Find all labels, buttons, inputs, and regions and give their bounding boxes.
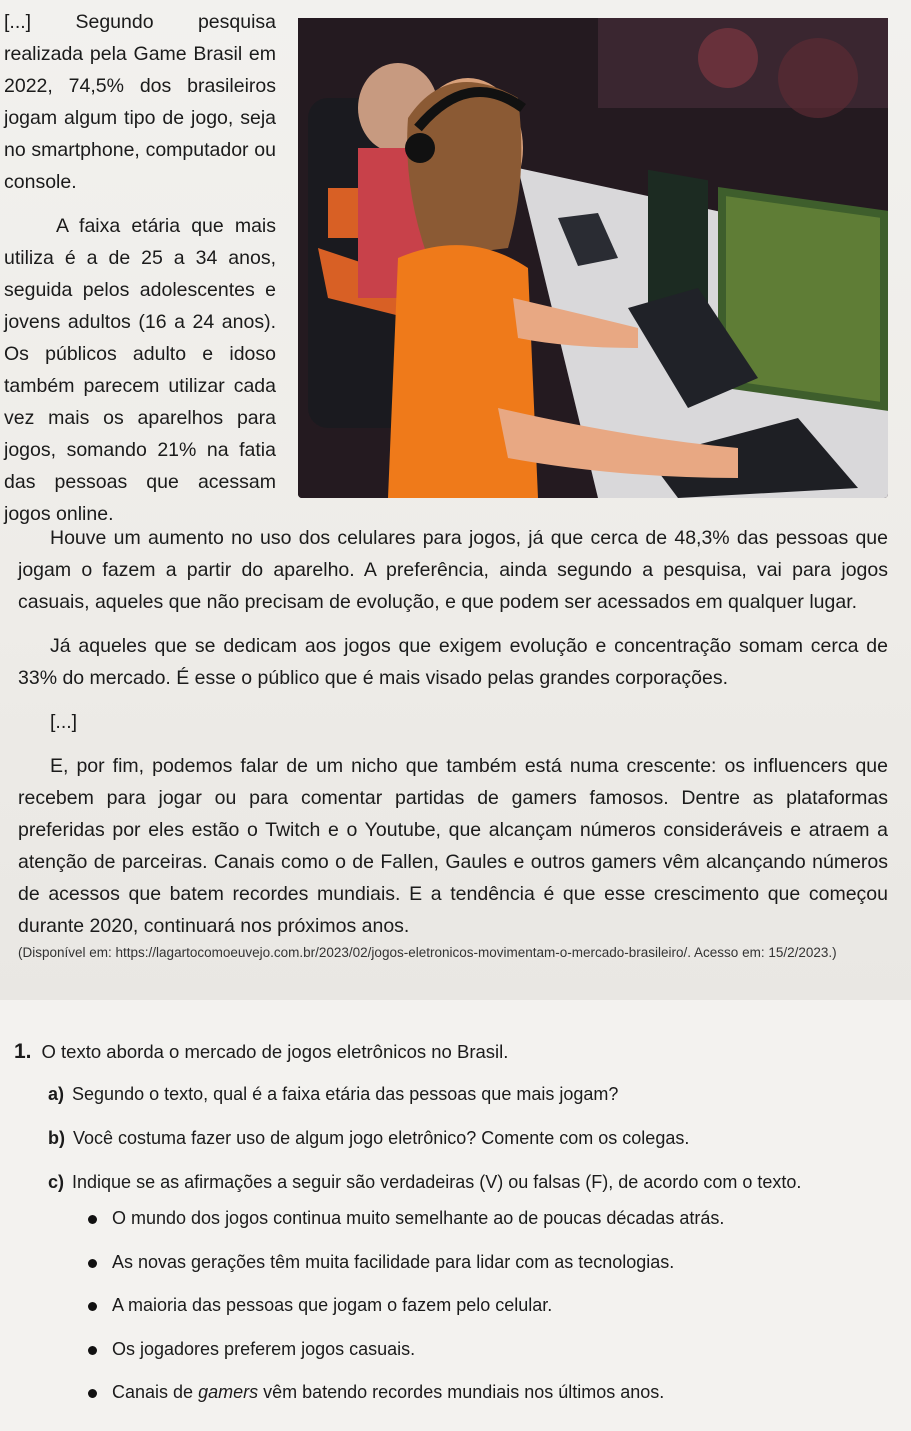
- paragraph-4: Já aqueles que se dedicam aos jogos que exigem evolução e concentração somam cerca de 33% do mercado. É esse o público que é mais visado pelas grandes corporações.: [18, 635, 888, 689]
- item-a: [48, 1084, 618, 1105]
- question-number: 1.: [14, 1040, 32, 1063]
- article-body: [18, 522, 888, 954]
- statement-item: [88, 1382, 724, 1426]
- item-letter: b): [48, 1128, 65, 1148]
- item-text: Indique se as afirmações a seguir são verdadeiras (V) ou falsas (F), de acordo com o texto.: [72, 1172, 802, 1192]
- statement-item: O mundo dos jogos continua muito semelhante ao de poucas décadas atrás.: [88, 1208, 724, 1252]
- intro-paragraph-1: [...] Segundo pesquisa realizada pela Game Brasil em 2022, 74,5% dos brasileiros jogam algum tipo de jogo, seja no smartphone, computador ou console.: [4, 11, 276, 193]
- statement-item: A maioria das pessoas que jogam o fazem pelo celular.: [88, 1295, 724, 1339]
- paragraph-5: E, por fim, podemos falar de um nicho que também está numa crescente: os influencers que recebem para jogar ou para comentar partidas de gamers famosos. Dentre as plataformas preferidas por eles estão o Twitch e o Youtube, que alcançam números consideráveis e atraem a atenção de parceiras. Canais como o de Fallen, Gaules e outros gamers vêm alcançando números de acessos que batem recordes mundiais. E a tendência é que esse crescimento que começou durante 2020, continuará nos próximos anos.: [18, 755, 888, 937]
- source-citation: (Disponível em: https://lagartocomoeuvejo.com.br/2023/02/jogos-eletronicos-movimentam-o-mercado-brasileiro/. Acesso em: 15/2/2023.): [18, 945, 837, 960]
- intro-paragraph-2: A faixa etária que mais utiliza é a de 25 a 34 anos, seguida pelos adolescentes e jovens adultos (16 a 24 anos). Os públicos adulto e idoso também parecem utilizar cada vez mais os aparelhos para jogos, somando 21% na fatia das pessoas que acessam jogos online.: [4, 215, 276, 525]
- statement-text: Canais de: [112, 1382, 199, 1402]
- photo-illustration: [298, 18, 888, 498]
- item-c: [48, 1172, 801, 1193]
- statement-list: [88, 1208, 724, 1426]
- gamers-photo: [298, 18, 888, 498]
- paragraph-3: Houve um aumento no uso dos celulares para jogos, já que cerca de 48,3% das pessoas que jogam o fazem a partir do aparelho. A preferência, ainda segundo a pesquisa, vai para jogos casuais, aqueles que não precisam de evolução, e que podem ser acessados em qualquer lugar.: [18, 527, 888, 613]
- statement-italic: gamers: [198, 1382, 259, 1402]
- item-text: Você costuma fazer uso de algum jogo eletrônico? Comente com os colegas.: [73, 1128, 690, 1148]
- intro-column: [4, 6, 276, 542]
- item-b: [48, 1128, 689, 1149]
- statement-text: vêm batendo recordes mundiais nos últimos anos.: [258, 1382, 665, 1402]
- statement-item: Os jogadores preferem jogos casuais.: [88, 1339, 724, 1383]
- item-letter: c): [48, 1172, 65, 1192]
- question-1: [14, 1040, 508, 1064]
- ellipsis: [...]: [50, 711, 78, 733]
- question-prompt: O texto aborda o mercado de jogos eletrônicos no Brasil.: [41, 1041, 509, 1062]
- item-letter: a): [48, 1084, 65, 1104]
- item-text: Segundo o texto, qual é a faixa etária das pessoas que mais jogam?: [72, 1084, 619, 1104]
- statement-item: As novas gerações têm muita facilidade para lidar com as tecnologias.: [88, 1252, 724, 1296]
